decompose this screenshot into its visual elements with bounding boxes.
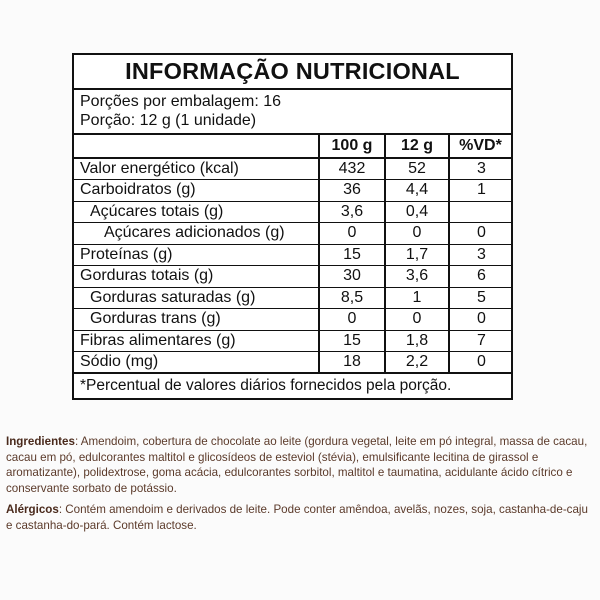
header-per-serving: 12 g <box>385 135 449 158</box>
daily-value <box>449 201 511 223</box>
daily-value: 1 <box>449 180 511 202</box>
value-per-100g: 36 <box>319 180 385 202</box>
nutrient-label: Açúcares adicionados (g) <box>74 223 319 245</box>
daily-value: 3 <box>449 244 511 266</box>
value-per-100g: 0 <box>319 309 385 331</box>
allergens-text: : Contém amendoim e derivados de leite. Pode conter amêndoa, avelãs, nozes, soja, castanha-de-caju e castanha-do-pará. Contém lactose. <box>6 503 588 532</box>
nutrient-label: Gorduras totais (g) <box>74 266 319 288</box>
value-per-serving: 2,2 <box>385 352 449 374</box>
nutrient-label: Gorduras trans (g) <box>74 309 319 331</box>
value-per-100g: 0 <box>319 223 385 245</box>
daily-value: 3 <box>449 158 511 180</box>
nutrition-row-energy <box>74 158 511 180</box>
value-per-100g: 30 <box>319 266 385 288</box>
allergens-paragraph <box>6 502 594 533</box>
nutrition-row-carbs <box>74 180 511 202</box>
nutrition-row-saturated-fat <box>74 287 511 309</box>
nutrition-row-total-sugars <box>74 201 511 223</box>
ingredients-text: : Amendoim, cobertura de chocolate ao leite (gordura vegetal, leite em pó integral, massa de cacau, cacau em pó, edulcorantes maltitol e glicosídeos de esteviol (stévia), emulsificante lecitina de girassol e aromatizante), polidextrose, goma acácia, edulcorantes sorbitol, maltitol e taumatina, acidulante ácido cítrico e conservante sorbato de potássio. <box>6 435 588 495</box>
daily-value: 0 <box>449 309 511 331</box>
daily-value: 5 <box>449 287 511 309</box>
value-per-serving: 0 <box>385 223 449 245</box>
ingredients-label: Ingredientes <box>6 435 75 448</box>
allergens-label: Alérgicos <box>6 503 59 516</box>
nutrient-label: Proteínas (g) <box>74 244 319 266</box>
value-per-serving: 4,4 <box>385 180 449 202</box>
nutrition-row-sodium <box>74 352 511 374</box>
nutrient-label: Gorduras saturadas (g) <box>74 287 319 309</box>
value-per-serving: 0 <box>385 309 449 331</box>
nutrition-table <box>74 135 511 374</box>
daily-value: 6 <box>449 266 511 288</box>
header-daily-value: %VD* <box>449 135 511 158</box>
ingredients-paragraph <box>6 434 594 496</box>
value-per-100g: 3,6 <box>319 201 385 223</box>
nutrient-label: Fibras alimentares (g) <box>74 330 319 352</box>
value-per-serving: 52 <box>385 158 449 180</box>
nutrient-label: Açúcares totais (g) <box>74 201 319 223</box>
nutrition-row-added-sugars <box>74 223 511 245</box>
nutrition-row-protein <box>74 244 511 266</box>
value-per-serving: 1 <box>385 287 449 309</box>
value-per-100g: 8,5 <box>319 287 385 309</box>
value-per-serving: 1,7 <box>385 244 449 266</box>
value-per-serving: 3,6 <box>385 266 449 288</box>
value-per-100g: 15 <box>319 244 385 266</box>
serving-info <box>74 90 511 135</box>
nutrition-header-row <box>74 135 511 158</box>
nutrient-label: Carboidratos (g) <box>74 180 319 202</box>
nutrition-row-fiber <box>74 330 511 352</box>
header-per-100g: 100 g <box>319 135 385 158</box>
nutrition-row-total-fat <box>74 266 511 288</box>
value-per-100g: 18 <box>319 352 385 374</box>
daily-value: 0 <box>449 352 511 374</box>
value-per-serving: 1,8 <box>385 330 449 352</box>
daily-value: 7 <box>449 330 511 352</box>
nutrition-facts-panel <box>72 53 513 400</box>
serving-size: Porção: 12 g (1 unidade) <box>80 112 257 129</box>
daily-value-footnote: *Percentual de valores diários fornecidos pela porção. <box>80 377 452 394</box>
nutrient-label: Sódio (mg) <box>74 352 319 374</box>
value-per-100g: 432 <box>319 158 385 180</box>
daily-value: 0 <box>449 223 511 245</box>
nutrition-title: INFORMAÇÃO NUTRICIONAL <box>74 55 511 90</box>
header-nutrient <box>74 135 319 158</box>
nutrition-row-trans-fat <box>74 309 511 331</box>
nutrient-label: Valor energético (kcal) <box>74 158 319 180</box>
servings-per-package: Porções por embalagem: 16 <box>80 93 281 110</box>
value-per-serving: 0,4 <box>385 201 449 223</box>
value-per-100g: 15 <box>319 330 385 352</box>
